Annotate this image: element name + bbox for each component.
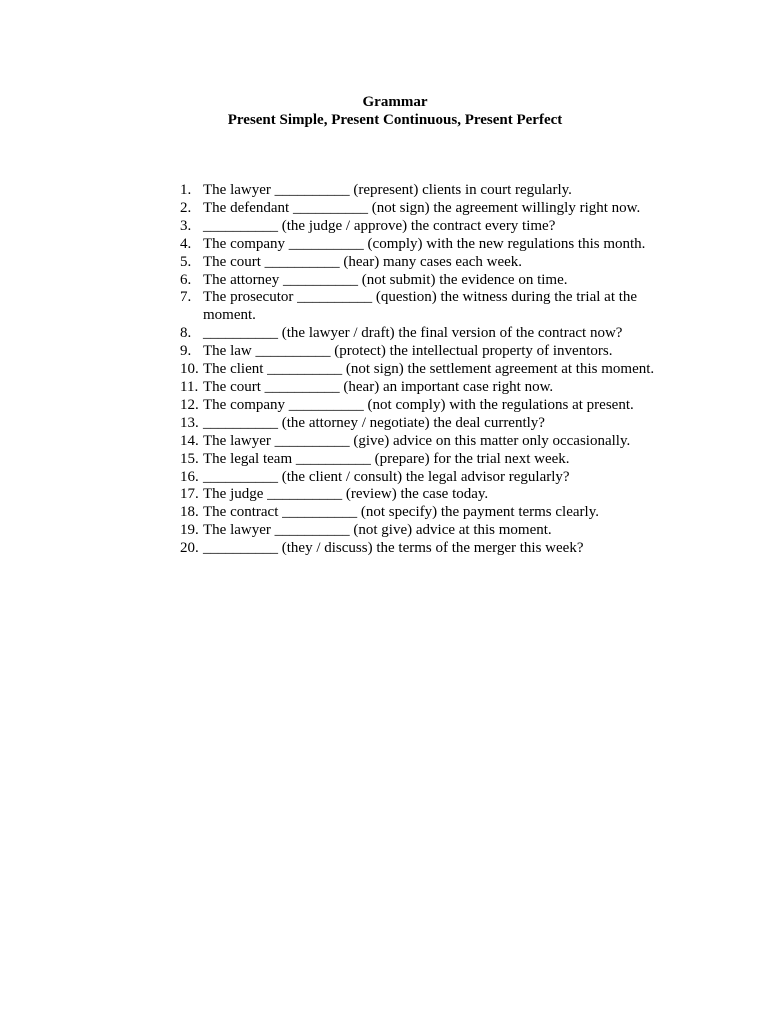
exercise-number: 8. [180,325,192,342]
exercise-item [180,272,660,290]
exercise-text: The prosecutor __________ (question) the witness during the trial at the moment. [203,289,638,324]
exercise-text: The court __________ (hear) an important case right now. [203,378,554,395]
exercise-item [180,522,660,540]
exercise-item [180,415,660,433]
exercise-text: The company __________ (comply) with the new regulations this month. [203,235,646,252]
exercise-text: The company __________ (not comply) with the regulations at present. [203,396,634,413]
exercise-number: 9. [180,343,192,360]
exercise-text: The contract __________ (not specify) the payment terms clearly. [203,504,599,521]
exercise-number: 2. [180,199,192,216]
exercise-number: 11. [180,378,199,395]
exercise-number: 3. [180,217,192,234]
exercise-number: 20. [180,540,199,557]
exercise-text: __________ (they / discuss) the terms of the merger this week? [203,540,584,557]
exercise-item [180,254,660,272]
exercise-number: 14. [180,432,199,449]
exercise-text: The lawyer __________ (give) advice on this matter only occasionally. [203,432,631,449]
exercise-item [180,397,660,415]
exercise-item [180,200,660,218]
exercise-text: The judge __________ (review) the case today. [203,486,489,503]
exercise-text: The lawyer __________ (not give) advice at this moment. [203,522,552,539]
exercise-number: 1. [180,182,192,198]
exercise-number: 12. [180,396,199,413]
exercise-item [180,451,660,469]
exercise-text: __________ (the judge / approve) the contract every time? [203,217,556,234]
exercise-item [180,361,660,379]
exercise-number: 13. [180,414,199,431]
exercise-item [180,236,660,254]
document-title: Grammar [362,94,428,110]
exercise-item [180,325,660,343]
exercise-item [180,182,660,200]
exercise-number: 16. [180,468,199,485]
exercise-number: 5. [180,253,192,270]
exercise-item [180,540,660,558]
exercise-text: The attorney __________ (not submit) the evidence on time. [203,271,568,288]
exercise-item [180,504,660,522]
exercise-text: The court __________ (hear) many cases each week. [203,253,523,270]
exercise-number: 7. [180,289,192,306]
exercise-text: The client __________ (not sign) the settlement agreement at this moment. [203,361,655,378]
exercise-number: 4. [180,235,192,252]
exercise-text: __________ (the attorney / negotiate) the deal currently? [203,414,545,431]
exercise-item [180,379,660,397]
exercise-number: 17. [180,486,199,503]
exercise-text: The legal team __________ (prepare) for the trial next week. [203,450,570,467]
exercise-item [180,289,660,325]
exercise-number: 19. [180,522,199,539]
exercise-number: 6. [180,271,192,288]
exercise-list [180,182,660,558]
document-subtitle: Present Simple, Present Continuous, Present Perfect [227,112,563,128]
document-header [0,93,768,129]
exercise-text: The lawyer __________ (represent) clients in court regularly. [203,182,572,198]
exercise-number: 10. [180,361,199,378]
exercise-text: The defendant __________ (not sign) the agreement willingly right now. [203,199,641,216]
exercise-number: 15. [180,450,199,467]
exercise-item [180,218,660,236]
exercise-number: 18. [180,504,199,521]
exercise-item [180,486,660,504]
exercise-text: __________ (the lawyer / draft) the final version of the contract now? [203,325,623,342]
exercise-item [180,469,660,487]
exercise-text: The law __________ (protect) the intellectual property of inventors. [203,343,613,360]
exercise-item [180,343,660,361]
exercise-item [180,433,660,451]
exercise-text: __________ (the client / consult) the legal advisor regularly? [203,468,570,485]
